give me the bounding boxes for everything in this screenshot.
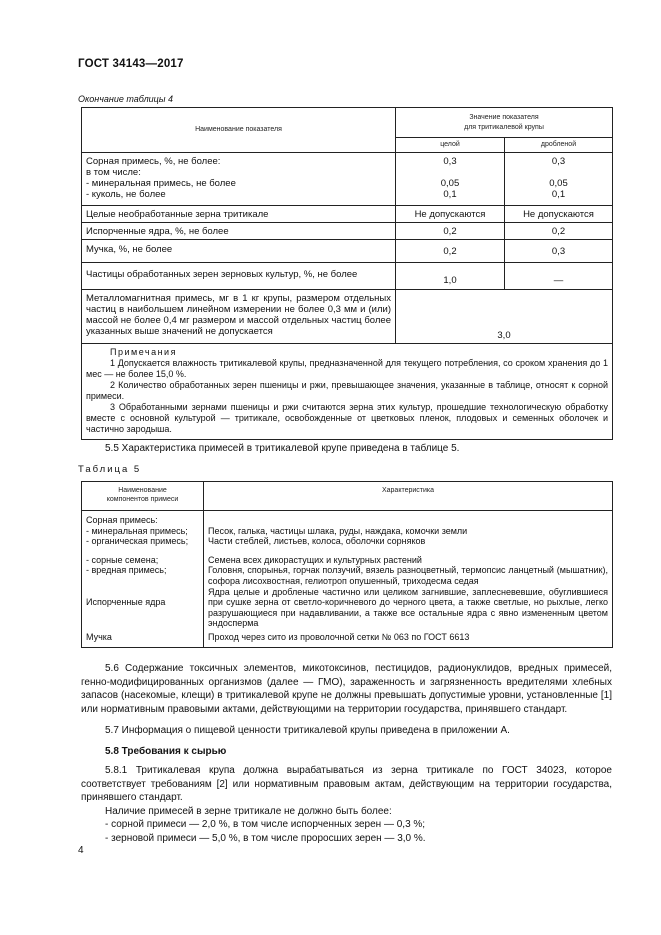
paragraph-5-8-1: 5.8.1 Тритикалевая крупа должна вырабатываться из зерна тритикале по ГОСТ 34023, которое соответствует требованиям [2] или нормативным правовым актам, действующим на территории государства, принявшего стандарт. Наличие примесей в зерне тритикале не должно быть более: - сорной примеси — 2,0 %, в том числе испорченных зерен — 0,3 %; - зерновой примеси — 5,0 %, в том числе проросших зерен — 3,0 %. bbox=[81, 765, 612, 844]
note-item: 2 Количество обработанных зерен пшеницы и ржи, превышающее значения, указанные в таблице, относят к сорной примеси. bbox=[86, 380, 608, 401]
row-name: Частицы обработанных зерен зерновых культур, %, не более bbox=[82, 263, 396, 290]
row-value-whole: 0,2 bbox=[396, 240, 505, 263]
col-header-name: Наименование компонентов примеси bbox=[82, 482, 204, 511]
col-header-crushed: дробленой bbox=[505, 138, 613, 153]
col-header-name: Наименование показателя bbox=[82, 108, 396, 153]
row-name: Целые необработанные зерна тритикале bbox=[82, 206, 396, 223]
table-row bbox=[82, 206, 613, 223]
table-row bbox=[82, 153, 613, 206]
notes-title: Примечания bbox=[110, 347, 177, 357]
page-number: 4 bbox=[78, 845, 84, 856]
table-row bbox=[82, 290, 613, 344]
table-notes-row bbox=[82, 344, 613, 440]
note-item: 1 Допускается влажность тритикалевой крупы, предназначенной для текущего потребления, со сроком хранения до 1 мес — не более 15,0 %. bbox=[86, 358, 608, 379]
table-5 bbox=[81, 481, 613, 648]
table-body-row bbox=[82, 511, 613, 648]
row-name: Мучка, %, не более bbox=[82, 240, 396, 263]
paragraph-5-7: 5.7 Информация о пищевой ценности тритикалевой крупы приведена в приложении А. bbox=[105, 725, 510, 736]
col-header-whole: целой bbox=[396, 138, 505, 153]
component-names: Сорная примесь: - минеральная примесь; - органическая примесь; - сорные семена; - вредная примесь; Испорченные ядра Мучка bbox=[82, 511, 204, 648]
row-value-merged: 3,0 bbox=[396, 290, 613, 344]
col-header-value: Значение показателя для тритикалевой крупы bbox=[396, 108, 613, 138]
table5-caption: Таблица 5 bbox=[78, 464, 142, 475]
row-value-crushed: 0,3 0,05 0,1 bbox=[505, 153, 613, 206]
table-row bbox=[82, 240, 613, 263]
paragraph-5-6: 5.6 Содержание токсичных элементов, микотоксинов, пестицидов, радионуклидов, вредных примесей, генно-модифицированных организмов (далее — ГМО), зараженность и загрязненность вредителями хлебных запасов (насекомые, клещи) в тритикалевой крупе не должны превышать допустимые уровни, установленные [1] или нормативным правовыми актами, действующими на территории государства, принявшего стандарт. bbox=[81, 663, 612, 715]
row-value-crushed: — bbox=[505, 263, 613, 290]
paragraph-5-5: 5.5 Характеристика примесей в тритикалевой крупе приведена в таблице 5. bbox=[105, 443, 460, 454]
document-header: ГОСТ 34143—2017 bbox=[78, 58, 184, 70]
row-value-whole: 0,3 0,05 0,1 bbox=[396, 153, 505, 206]
table-header-row bbox=[82, 108, 613, 138]
table-notes bbox=[82, 344, 613, 440]
table4-caption: Окончание таблицы 4 bbox=[78, 94, 173, 104]
table-row bbox=[82, 263, 613, 290]
table-4 bbox=[81, 107, 613, 440]
row-name: Металломагнитная примесь, мг в 1 кг крупы, размером отдельных частиц в наибольшем линейном измерении не более 0,3 мм и (или) массой не более 0,4 мг размером и массой отдельных частиц более указанных выше значений не допускается bbox=[82, 290, 396, 344]
row-value-whole: 1,0 bbox=[396, 263, 505, 290]
row-value-crushed: Не допускаются bbox=[505, 206, 613, 223]
heading-5-8: 5.8 Требования к сырью bbox=[105, 746, 227, 757]
row-value-crushed: 0,3 bbox=[505, 240, 613, 263]
row-name: Испорченные ядра, %, не более bbox=[82, 223, 396, 240]
row-value-whole: 0,2 bbox=[396, 223, 505, 240]
row-value-crushed: 0,2 bbox=[505, 223, 613, 240]
table-header-row bbox=[82, 482, 613, 511]
note-item: 3 Обработанными зернами пшеницы и ржи считаются зерна этих культур, прошедшие технологическую обработку вместе с основной культурой — тритикале, освобожденные от цветковых пленок, плодовых и семенных оболочек и частично зародыша. bbox=[86, 402, 608, 434]
component-characteristics: Песок, галька, частицы шлака, руды, наждака, комочки земли Части стеблей, листьев, колоса, оболочки сорняков Семена всех дикорастущих и культурных растений Головня, спорынья, горчак ползучий, вязель разноцветный, термопсис ланцетный (мышатник), софора лисохвостная, гелиотроп опушенный, триходесма седая Ядра целые и дробленые частично или целиком загнившие, заплесневевшие, обуглившиеся при сушке зерна от светло-коричневого до черного цвета, а также светлые, но рыхлые, легко разрушающиеся при надавливании, а также все остальные ядра с явно измененным цветом эндосперма Проход через сито из проволочной сетки № 063 по ГОСТ 6613 bbox=[204, 511, 613, 648]
table-row bbox=[82, 223, 613, 240]
col-header-characteristic: Характеристика bbox=[204, 482, 613, 511]
row-name: Сорная примесь, %, не более: в том числе: - минеральная примесь, не более - куколь, не более bbox=[82, 153, 396, 206]
row-value-whole: Не допускаются bbox=[396, 206, 505, 223]
